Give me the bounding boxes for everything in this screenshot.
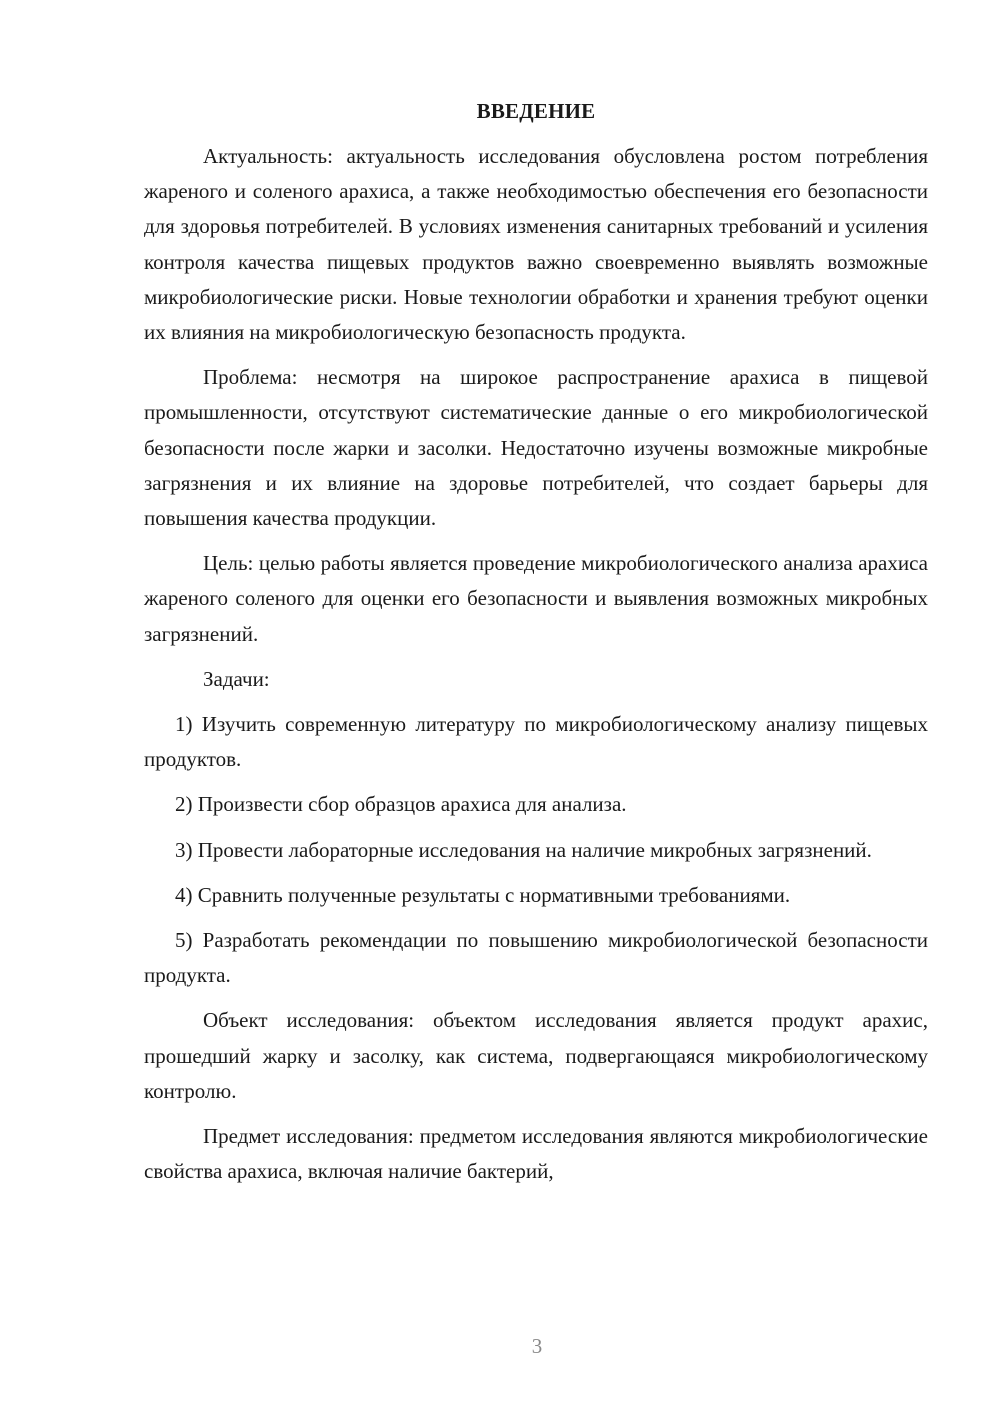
task-item-4: 4) Сравнить полученные результаты с нормативными требованиями. bbox=[175, 882, 791, 907]
page-body bbox=[144, 94, 928, 1189]
paragraph-relevance: Актуальность: актуальность исследования обусловлена ростом потребления жареного и соленого арахиса, а также необходимостью обеспечения его безопасности для здоровья потребителей. В условиях изменения санитарных требований и усиления контроля качества пищевых продуктов важно своевременно выявлять возможные микробиологические риски. Новые технологии обработки и хранения требуют оценки их влияния на микробиологическую безопасность продукта. bbox=[144, 144, 928, 345]
task-item-1: 1) Изучить современную литературу по микробиологическому анализу пищевых продуктов. bbox=[144, 712, 928, 772]
task-item-2: 2) Произвести сбор образцов арахиса для анализа. bbox=[175, 792, 627, 817]
task-item-3: 3) Провести лабораторные исследования на наличие микробных загрязнений. bbox=[175, 837, 872, 862]
paragraph-object: Объект исследования: объектом исследования является продукт арахис, прошедший жарку и засолку, как система, подвергающаяся микробиологическому контролю. bbox=[144, 1008, 928, 1103]
paragraph-subject: Предмет исследования: предметом исследования являются микробиологические свойства арахиса, включая наличие бактерий, bbox=[144, 1124, 928, 1184]
section-title: ВВЕДЕНИЕ bbox=[476, 99, 596, 123]
page-number: 3 bbox=[531, 1334, 543, 1358]
paragraph-problem: Проблема: несмотря на широкое распространение арахиса в пищевой промышленности, отсутствуют систематические данные о его микробиологической безопасности после жарки и засолки. Недостаточно изучены возможные микробные загрязнения и их влияние на здоровье потребителей, что создает барьеры для повышения качества продукции. bbox=[144, 365, 928, 531]
tasks-heading: Задачи: bbox=[203, 666, 270, 691]
paragraph-goal: Цель: целью работы является проведение микробиологического анализа арахиса жареного соленого для оценки его безопасности и выявления возможных микробных загрязнений. bbox=[144, 551, 928, 646]
task-item-5: 5) Разработать рекомендации по повышению микробиологической безопасности продукта. bbox=[144, 928, 928, 988]
